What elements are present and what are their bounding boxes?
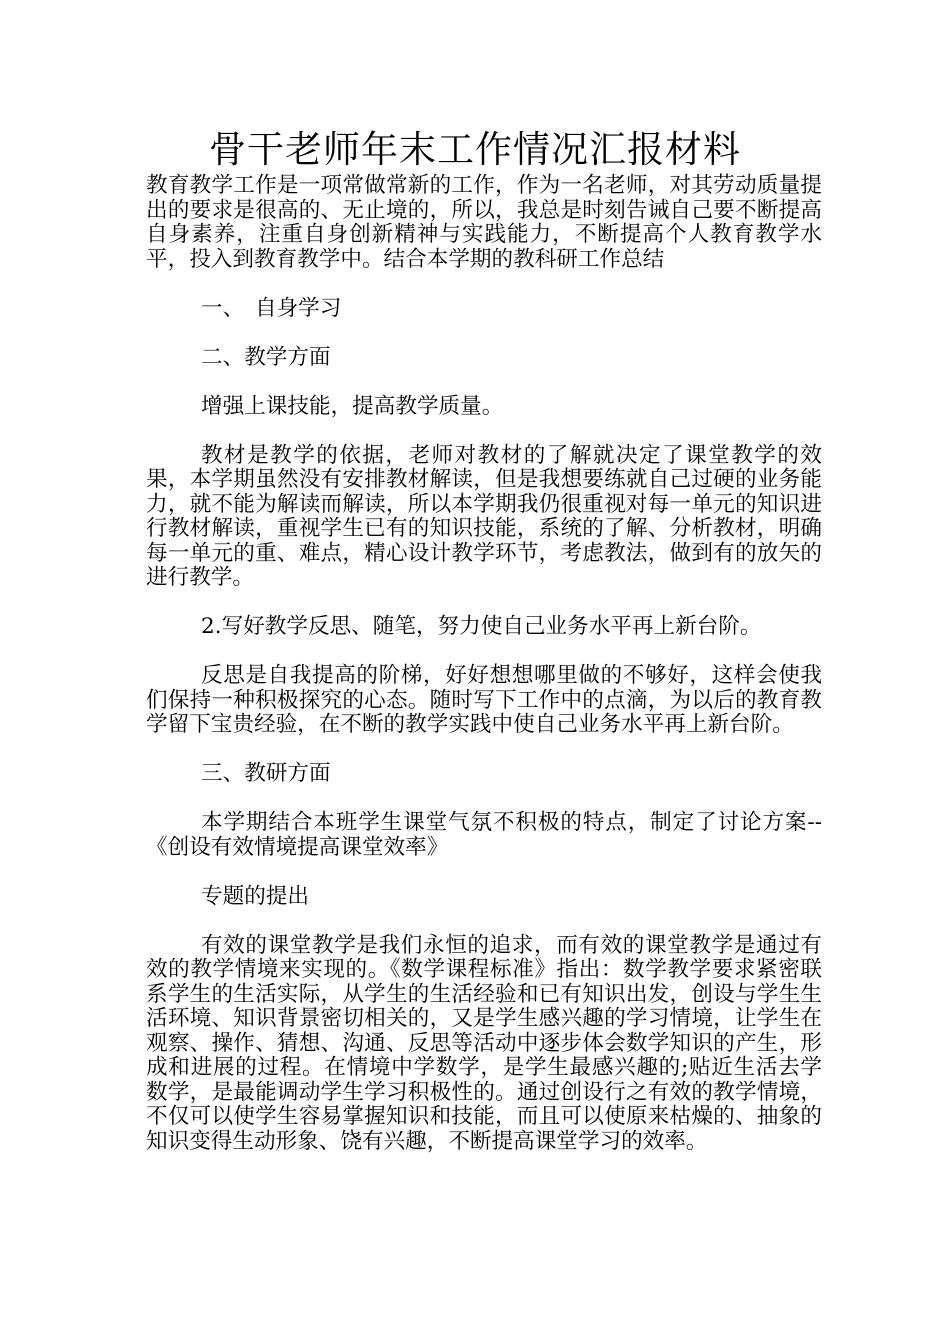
- paragraph-effective-teaching: 有效的课堂教学是我们永恒的追求，而有效的课堂教学是通过有效的教学情境来实现的。《数学课程标准》指出：数学教学要求紧密联系学生的生活实际，从学生的生活经验和已有知识出发，创设与学生生活环境、知识背景密切相关的，又是学生感兴趣的学习情境，让学生在观察、操作、猜想、沟通、反思等活动中逐步体会数学知识的产生，形成和进展的过程。在情境中学数学，是学生最感兴趣的;贴近生活去学数学，是最能调动学生学习积极性的。通过创设行之有效的教学情境，不仅可以使学生容易掌握知识和技能，而且可以使原来枯燥的、抽象的知识变得生动形象、饶有兴趣，不断提高课堂学习的效率。: [146, 932, 822, 1154]
- paragraph-spacer: [146, 419, 822, 444]
- section-heading-self-study: 一、 自身学习: [201, 295, 342, 321]
- section-heading-teaching: 二、教学方面: [201, 344, 331, 370]
- paragraph-spacer: [146, 909, 822, 934]
- paragraph-spacer: [146, 272, 822, 297]
- paragraph-reflection: 反思是自我提高的阶梯，好好想想哪里做的不够好，这样会使我们保持一种积极探究的心态。随时写下工作中的点滴，为以后的教育教学留下宝贵经验，在不断的教学实践中使自己业务水平再上新台阶。: [146, 663, 822, 737]
- paragraph-spacer: [146, 860, 822, 885]
- paragraph-spacer: [146, 738, 822, 763]
- paragraph-intro: 教育教学工作是一项常做常新的工作，作为一名老师，对其劳动质量提出的要求是很高的、无止境的，所以，我总是时刻告诫自己要不断提高自身素养，注重自身创新精神与实践能力，不断提高个人教育教学水平，投入到教育教学中。结合本学期的教科研工作总结: [146, 173, 822, 272]
- document-body: [146, 174, 822, 1154]
- paragraph-textbook: 教材是教学的依据，老师对教材的了解就决定了课堂教学的效果，本学期虽然没有安排教材解读，但是我想要练就自己过硬的业务能力，就不能为解读而解读，所以本学期我仍很重视对每一单元的知识进行教材解读，重视学生已有的知识技能，系统的了解、分析教材，明确每一单元的重、难点，精心设计教学环节，考虑教法，做到有的放矢的进行教学。: [146, 442, 822, 590]
- paragraph-spacer: [146, 640, 822, 665]
- subheading-topic: 专题的提出: [201, 883, 309, 909]
- paragraph-spacer: [146, 591, 822, 616]
- paragraph-spacer: [146, 321, 822, 346]
- section-heading-research: 三、教研方面: [201, 761, 331, 786]
- paragraph-research-plan: 本学期结合本班学生课堂气氛不积极的特点，制定了讨论方案--《创设有效情境提高课堂效率》: [146, 810, 822, 860]
- subheading-skills: 增强上课技能，提高教学质量。: [201, 393, 504, 419]
- paragraph-spacer: [146, 370, 822, 395]
- document-title: 骨干老师年末工作情况汇报材料: [209, 128, 741, 171]
- paragraph-spacer: [146, 787, 822, 812]
- subheading-reflection: 2.写好教学反思、随笔，努力使自己业务水平再上新台阶。: [201, 614, 762, 639]
